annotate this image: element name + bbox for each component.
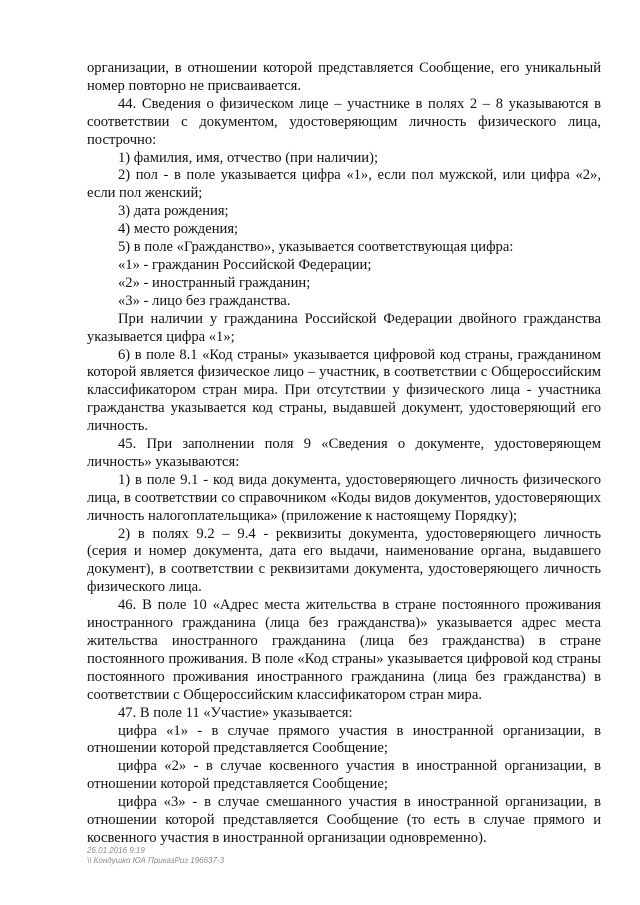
participation-code-1: цифра «1» - в случае прямого участия в иностранной организации, в отношении которой представляется Сообщение; [87,722,601,757]
citizenship-code-2: «2» - иностранный гражданин; [118,274,311,291]
list-item-country-code: 6) в поле 8.1 «Код страны» указывается цифровой код страны, гражданином которой является физическое лицо – участник, в соответствии с Общероссийским классификатором стран мира. При отсутствии у физического лица - участника гражданства указывается код страны, выдавшей документ, удостоверяющий его личность. [87,346,601,435]
paragraph-continuation: организации, в отношении которой представляется Сообщение, его уникальный номер повторно не присваивается. [87,60,601,94]
footer-timestamp: 26.01.2016 9:19 [87,846,145,855]
paragraph-46: 46. В поле 10 «Адрес места жительства в стране постоянного проживания иностранного гражданина (лица без гражданства)» указывается адрес места жительства иностранного гражданина (лица без гражданства) в стране постоянного проживания. В поле «Код страны» указывается цифровой код страны постоянного проживания иностранного гражданина (лица без гражданства) в соответствии с Общероссийским классификатором стран мира. [87,597,601,703]
document-body [87,60,601,848]
paragraph-47: 47. В поле 11 «Участие» указывается: [118,704,353,721]
footer-file-path: \\ Кондушко ЮА ПриказРиз 196637-3 [87,856,225,865]
paragraph-44: 44. Сведения о физическом лице – участнике в полях 2 – 8 указываются в соответствии с документом, удостоверяющим личность физического лица, построчно: [87,95,601,148]
participation-code-3: цифра «3» - в случае смешанного участия в иностранной организации, в отношении которой представляется Сообщение (то есть в случае прямого и косвенного участия в иностранной организации одновременно). [87,794,601,846]
list-item-document-details: 2) в полях 9.2 – 9.4 - реквизиты документа, удостоверяющего личность (серия и номер документа, дата его выдачи, наименование органа, выдавшего документ), в соответствии с реквизитами документа, удостоверяющего личность физического лица. [87,525,601,596]
list-item-birth-place: 4) место рождения; [118,221,239,238]
citizenship-code-3: «3» - лицо без гражданства. [118,292,291,309]
list-item-full-name: 1) фамилия, имя, отчество (при наличии); [118,149,379,166]
citizenship-code-1: «1» - гражданин Российской Федерации; [118,256,372,273]
list-item-citizenship: 5) в поле «Гражданство», указывается соответствующая цифра: [118,239,514,256]
paragraph-dual-citizenship: При наличии у гражданина Российской Федерации двойного гражданства указывается цифра «1»; [87,310,601,345]
list-item-birth-date: 3) дата рождения; [118,203,229,220]
list-item-sex: 2) пол - в поле указывается цифра «1», если пол мужской, или цифра «2», если пол женский; [87,167,601,202]
paragraph-45: 45. При заполнении поля 9 «Сведения о документе, удостоверяющем личность» указываются: [87,436,601,470]
participation-code-2: цифра «2» - в случае косвенного участия в иностранной организации, в отношении которой представляется Сообщение; [87,758,601,793]
list-item-document-type: 1) в поле 9.1 - код вида документа, удостоверяющего личность физического лица, в соответствии со справочником «Коды видов документов, удостоверяющих личность налогоплательщика» (приложение к настоящему Порядку); [87,471,601,524]
file-stamp-footer [87,846,224,866]
